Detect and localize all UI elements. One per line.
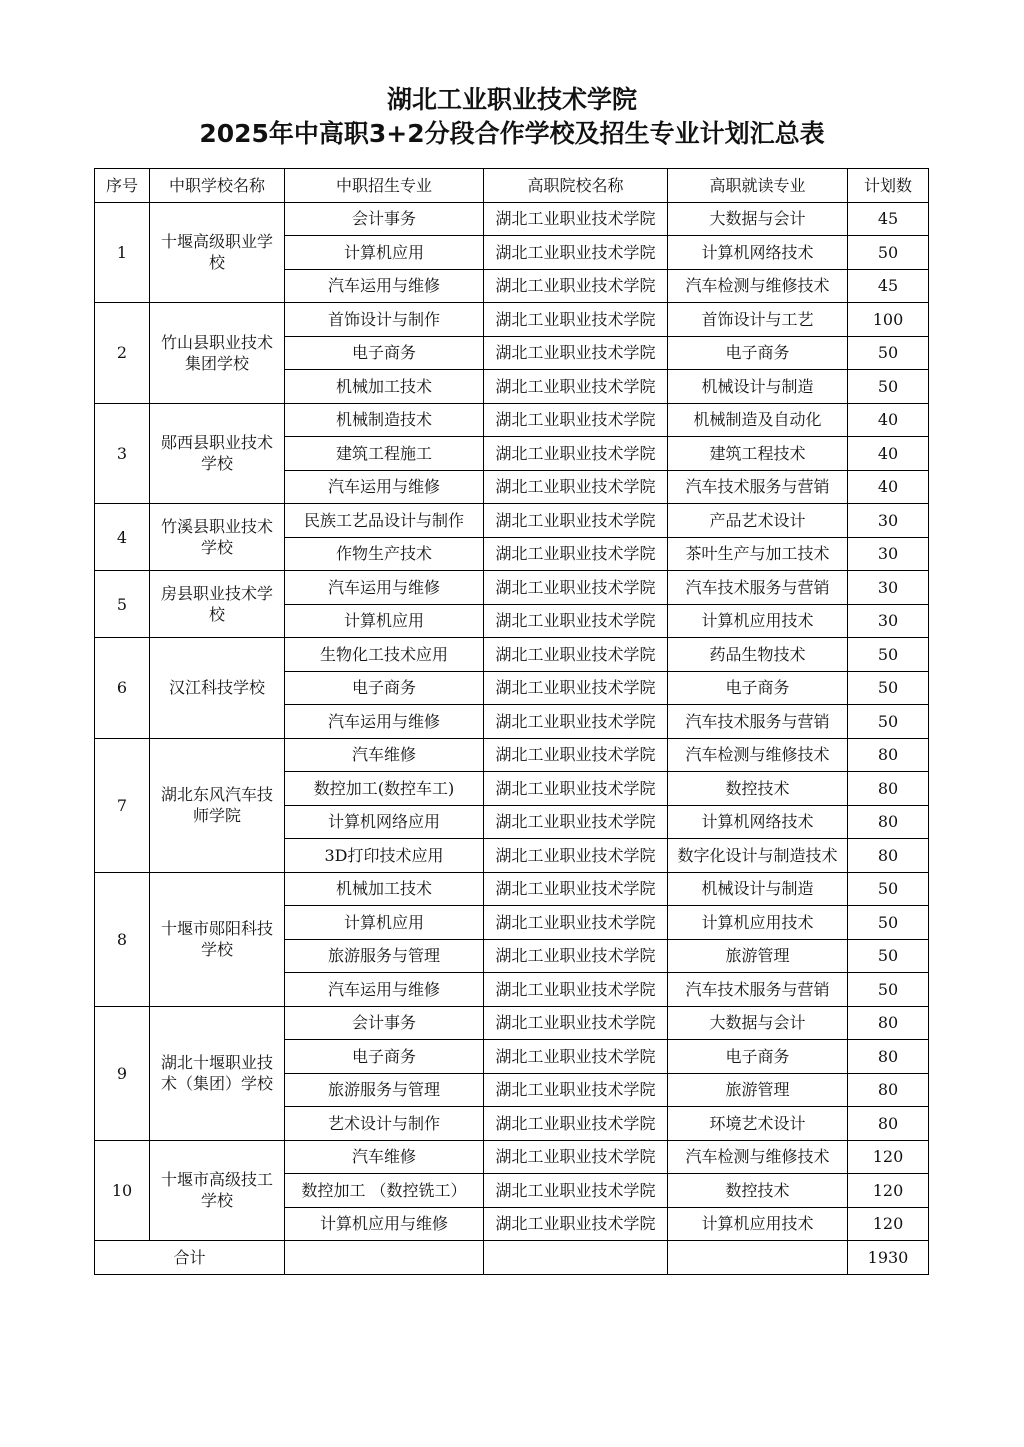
college-name-cell: 湖北工业职业技术学院 [484,638,668,672]
secondary-major-cell: 电子商务 [285,1040,484,1074]
serial-cell: 3 [95,403,150,504]
school-name-cell: 房县职业技术学校 [150,571,285,638]
table-row [95,504,929,538]
secondary-major-cell: 旅游服务与管理 [285,1073,484,1107]
college-name-cell: 湖北工业职业技术学院 [484,1073,668,1107]
college-name-cell: 湖北工业职业技术学院 [484,805,668,839]
plan-count-cell: 40 [848,403,929,437]
header-serial: 序号 [95,169,150,203]
table-body [95,202,929,1241]
header-college-major: 高职就读专业 [668,169,848,203]
plan-count-cell: 120 [848,1207,929,1241]
secondary-major-cell: 首饰设计与制作 [285,303,484,337]
college-name-cell: 湖北工业职业技术学院 [484,1140,668,1174]
plan-count-cell: 50 [848,336,929,370]
college-major-cell: 产品艺术设计 [668,504,848,538]
college-name-cell: 湖北工业职业技术学院 [484,772,668,806]
secondary-major-cell: 汽车维修 [285,738,484,772]
secondary-major-cell: 汽车运用与维修 [285,705,484,739]
plan-count-cell: 50 [848,236,929,270]
serial-cell: 8 [95,872,150,1006]
college-major-cell: 汽车技术服务与营销 [668,973,848,1007]
table-row [95,303,929,337]
school-name-cell: 竹溪县职业技术学校 [150,504,285,571]
school-name-cell: 十堰市高级技工学校 [150,1140,285,1241]
college-major-cell: 计算机应用技术 [668,604,848,638]
plan-count-cell: 100 [848,303,929,337]
college-name-cell: 湖北工业职业技术学院 [484,470,668,504]
college-name-cell: 湖北工业职业技术学院 [484,839,668,873]
table-row [95,872,929,906]
college-name-cell: 湖北工业职业技术学院 [484,906,668,940]
college-name-cell: 湖北工业职业技术学院 [484,1174,668,1208]
college-major-cell: 首饰设计与工艺 [668,303,848,337]
secondary-major-cell: 民族工艺品设计与制作 [285,504,484,538]
serial-cell: 1 [95,202,150,303]
plan-count-cell: 80 [848,839,929,873]
plan-count-cell: 30 [848,504,929,538]
plan-count-cell: 120 [848,1140,929,1174]
secondary-major-cell: 会计事务 [285,1006,484,1040]
secondary-major-cell: 数控加工(数控车工) [285,772,484,806]
secondary-major-cell: 3D打印技术应用 [285,839,484,873]
school-name-cell: 十堰高级职业学校 [150,202,285,303]
plan-count-cell: 40 [848,437,929,471]
school-name-cell: 湖北十堰职业技术（集团）学校 [150,1006,285,1140]
total-row [95,1241,929,1275]
total-empty-cell [668,1241,848,1275]
college-major-cell: 旅游管理 [668,1073,848,1107]
secondary-major-cell: 机械制造技术 [285,403,484,437]
plan-count-cell: 50 [848,973,929,1007]
college-major-cell: 计算机网络技术 [668,805,848,839]
table-row [95,403,929,437]
school-name-cell: 十堰市郧阳科技学校 [150,872,285,1006]
college-name-cell: 湖北工业职业技术学院 [484,1107,668,1141]
plan-count-cell: 50 [848,939,929,973]
college-name-cell: 湖北工业职业技术学院 [484,1006,668,1040]
secondary-major-cell: 计算机网络应用 [285,805,484,839]
plan-count-cell: 50 [848,370,929,404]
total-empty-cell [484,1241,668,1275]
college-major-cell: 汽车技术服务与营销 [668,571,848,605]
school-name-cell: 郧西县职业技术学校 [150,403,285,504]
college-major-cell: 汽车检测与维修技术 [668,738,848,772]
serial-cell: 2 [95,303,150,404]
college-name-cell: 湖北工业职业技术学院 [484,269,668,303]
college-major-cell: 汽车技术服务与营销 [668,705,848,739]
plan-count-cell: 45 [848,269,929,303]
plan-count-cell: 30 [848,571,929,605]
college-major-cell: 机械设计与制造 [668,872,848,906]
serial-cell: 5 [95,571,150,638]
secondary-major-cell: 生物化工技术应用 [285,638,484,672]
serial-cell: 9 [95,1006,150,1140]
college-major-cell: 药品生物技术 [668,638,848,672]
college-major-cell: 大数据与会计 [668,1006,848,1040]
college-major-cell: 环境艺术设计 [668,1107,848,1141]
secondary-major-cell: 电子商务 [285,671,484,705]
serial-cell: 7 [95,738,150,872]
secondary-major-cell: 数控加工 （数控铣工） [285,1174,484,1208]
college-major-cell: 数字化设计与制造技术 [668,839,848,873]
college-name-cell: 湖北工业职业技术学院 [484,303,668,337]
secondary-major-cell: 艺术设计与制作 [285,1107,484,1141]
table-row [95,1140,929,1174]
college-major-cell: 机械制造及自动化 [668,403,848,437]
total-value: 1930 [848,1241,929,1275]
plan-count-cell: 50 [848,671,929,705]
plan-count-cell: 80 [848,1040,929,1074]
plan-count-cell: 40 [848,470,929,504]
plan-count-cell: 30 [848,604,929,638]
table-header-row [95,169,929,203]
college-name-cell: 湖北工业职业技术学院 [484,738,668,772]
college-name-cell: 湖北工业职业技术学院 [484,504,668,538]
secondary-major-cell: 电子商务 [285,336,484,370]
header-secondary-major: 中职招生专业 [285,169,484,203]
plan-count-cell: 80 [848,1073,929,1107]
table-row [95,1006,929,1040]
college-name-cell: 湖北工业职业技术学院 [484,939,668,973]
college-name-cell: 湖北工业职业技术学院 [484,236,668,270]
secondary-major-cell: 计算机应用 [285,906,484,940]
college-major-cell: 茶叶生产与加工技术 [668,537,848,571]
school-name-cell: 竹山县职业技术集团学校 [150,303,285,404]
plan-count-cell: 50 [848,705,929,739]
college-name-cell: 湖北工业职业技术学院 [484,336,668,370]
college-name-cell: 湖北工业职业技术学院 [484,872,668,906]
college-major-cell: 数控技术 [668,772,848,806]
college-major-cell: 建筑工程技术 [668,437,848,471]
table-row [95,738,929,772]
college-major-cell: 大数据与会计 [668,202,848,236]
secondary-major-cell: 汽车维修 [285,1140,484,1174]
college-major-cell: 机械设计与制造 [668,370,848,404]
plan-count-cell: 80 [848,1107,929,1141]
school-name-cell: 汉江科技学校 [150,638,285,739]
plan-count-cell: 80 [848,772,929,806]
college-name-cell: 湖北工业职业技术学院 [484,202,668,236]
college-major-cell: 计算机应用技术 [668,906,848,940]
college-major-cell: 电子商务 [668,1040,848,1074]
secondary-major-cell: 汽车运用与维修 [285,470,484,504]
college-major-cell: 电子商务 [668,336,848,370]
secondary-major-cell: 会计事务 [285,202,484,236]
college-name-cell: 湖北工业职业技术学院 [484,437,668,471]
secondary-major-cell: 汽车运用与维修 [285,973,484,1007]
plan-count-cell: 50 [848,906,929,940]
secondary-major-cell: 计算机应用与维修 [285,1207,484,1241]
table-row [95,638,929,672]
table-row [95,202,929,236]
secondary-major-cell: 汽车运用与维修 [285,571,484,605]
plan-count-cell: 80 [848,805,929,839]
college-name-cell: 湖北工业职业技术学院 [484,1207,668,1241]
college-major-cell: 计算机应用技术 [668,1207,848,1241]
college-name-cell: 湖北工业职业技术学院 [484,1040,668,1074]
secondary-major-cell: 旅游服务与管理 [285,939,484,973]
serial-cell: 10 [95,1140,150,1241]
serial-cell: 4 [95,504,150,571]
document-title: 湖北工业职业技术学院 [386,85,637,114]
college-major-cell: 汽车技术服务与营销 [668,470,848,504]
college-major-cell: 汽车检测与维修技术 [668,1140,848,1174]
secondary-major-cell: 计算机应用 [285,236,484,270]
college-name-cell: 湖北工业职业技术学院 [484,370,668,404]
total-label: 合计 [95,1241,285,1275]
plan-count-cell: 80 [848,1006,929,1040]
college-name-cell: 湖北工业职业技术学院 [484,671,668,705]
plan-count-cell: 80 [848,738,929,772]
school-name-cell: 湖北东风汽车技师学院 [150,738,285,872]
college-name-cell: 湖北工业职业技术学院 [484,705,668,739]
secondary-major-cell: 机械加工技术 [285,370,484,404]
secondary-major-cell: 机械加工技术 [285,872,484,906]
college-name-cell: 湖北工业职业技术学院 [484,973,668,1007]
secondary-major-cell: 汽车运用与维修 [285,269,484,303]
enrollment-plan-table [94,168,929,1275]
document-subtitle: 2025年中高职3+2分段合作学校及招生专业计划汇总表 [199,119,825,148]
college-major-cell: 电子商务 [668,671,848,705]
college-name-cell: 湖北工业职业技术学院 [484,604,668,638]
serial-cell: 6 [95,638,150,739]
college-major-cell: 汽车检测与维修技术 [668,269,848,303]
secondary-major-cell: 计算机应用 [285,604,484,638]
table-row [95,571,929,605]
plan-count-cell: 50 [848,638,929,672]
plan-count-cell: 50 [848,872,929,906]
college-name-cell: 湖北工业职业技术学院 [484,571,668,605]
college-major-cell: 旅游管理 [668,939,848,973]
secondary-major-cell: 作物生产技术 [285,537,484,571]
header-plan-count: 计划数 [848,169,929,203]
college-major-cell: 计算机网络技术 [668,236,848,270]
plan-count-cell: 30 [848,537,929,571]
header-college: 高职院校名称 [484,169,668,203]
secondary-major-cell: 建筑工程施工 [285,437,484,471]
college-major-cell: 数控技术 [668,1174,848,1208]
college-name-cell: 湖北工业职业技术学院 [484,403,668,437]
college-name-cell: 湖北工业职业技术学院 [484,537,668,571]
header-secondary-school: 中职学校名称 [150,169,285,203]
plan-count-cell: 45 [848,202,929,236]
total-empty-cell [285,1241,484,1275]
plan-count-cell: 120 [848,1174,929,1208]
